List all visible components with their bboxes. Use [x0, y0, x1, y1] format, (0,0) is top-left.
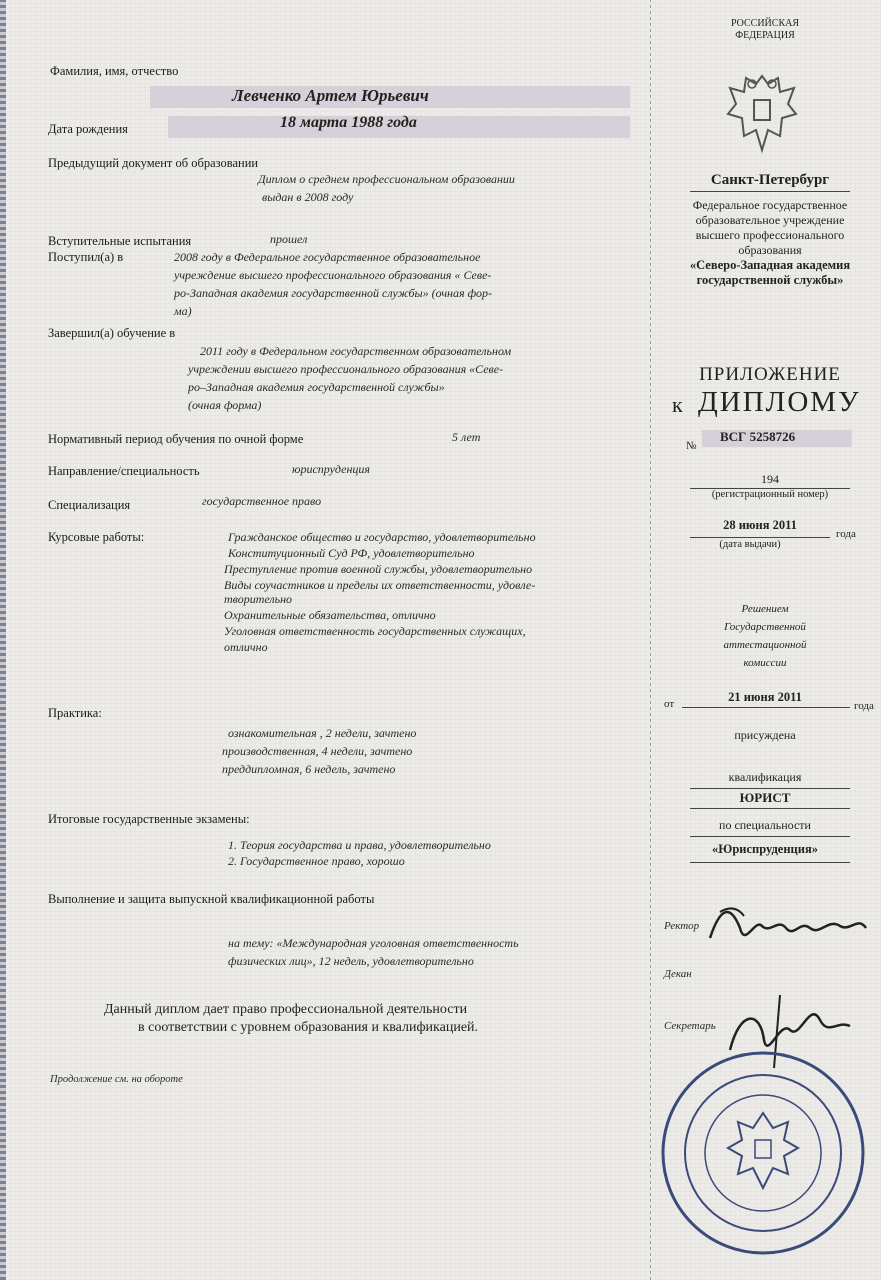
- practice-item: преддипломная, 6 недель, зачтено: [222, 762, 396, 776]
- reg-number: 194: [761, 472, 779, 486]
- specialty-label: по специальности: [719, 818, 811, 832]
- institution-line: высшего профессионального: [695, 228, 845, 242]
- enrolled-line1: 2008 году в Федеральное государственное образовательное: [174, 250, 481, 264]
- city: Санкт-Петербург: [710, 172, 830, 188]
- institution-block: [660, 198, 880, 288]
- prev-doc-label: Предыдущий документ об образовании: [48, 156, 259, 170]
- title-line1: ПРИЛОЖЕНИЕ: [699, 364, 841, 385]
- coursework-item: Гражданское общество и государство, удовлетворительно: [228, 530, 536, 544]
- scan-edge: [0, 0, 6, 1280]
- practice-item: производственная, 4 недели, зачтено: [222, 744, 413, 758]
- enrolled-line3: ро-Западная академия государственной службы» (очная фор-: [174, 286, 492, 300]
- decision-year-suffix: года: [854, 700, 874, 712]
- dob-label: Дата рождения: [48, 122, 128, 136]
- number-value: ВСГ 5258726: [720, 429, 796, 444]
- decision-block: [680, 600, 850, 672]
- rector-label: Ректор: [664, 920, 700, 932]
- period-label: Нормативный период обучения по очной форме: [48, 432, 304, 446]
- number-label: №: [686, 440, 697, 452]
- decision-line: Решением: [741, 603, 789, 615]
- exam-item: 2. Государственное право, хорошо: [228, 854, 405, 868]
- institution-name-line2: государственной службы»: [696, 273, 844, 287]
- coursework-item: Охранительные обязательства, отлично: [224, 608, 436, 622]
- coursework-label: Курсовые работы:: [48, 530, 145, 544]
- enrolled-line4: ма): [174, 304, 192, 318]
- institution-line: образовательное учреждение: [695, 213, 845, 227]
- dob-value: 18 марта 1988 года: [280, 114, 417, 131]
- exam-item: 1. Теория государства и права, удовлетворительно: [228, 838, 491, 852]
- entrance-value: прошел: [270, 232, 308, 246]
- thesis-label: Выполнение и защита выпускной квалификационной работы: [48, 892, 375, 906]
- decision-date-underline: [682, 707, 850, 708]
- institution-line: образования: [738, 243, 802, 257]
- decision-line: комиссии: [743, 657, 787, 669]
- country-line2: ФЕДЕРАЦИЯ: [735, 30, 795, 41]
- specialization-value: государственное право: [202, 494, 322, 508]
- practice-item: ознакомительная , 2 недели, зачтено: [228, 726, 417, 740]
- decision-line: аттестационной: [723, 639, 807, 651]
- coat-of-arms-emblem: [722, 70, 802, 156]
- finished-label: Завершил(а) обучение в: [48, 326, 176, 340]
- city-underline: [690, 191, 850, 192]
- prev-doc-line1: Диплом о среднем профессиональном образовании: [258, 172, 515, 186]
- specialty-underline: [690, 836, 850, 837]
- reg-number-label: (регистрационный номер): [711, 489, 829, 500]
- specialty-value-underline: [690, 862, 850, 863]
- institution-name-line1: «Северо-Западная академия: [689, 258, 851, 272]
- institution-line: Федеральное государственное: [692, 198, 848, 212]
- secretary-label: Секретарь: [664, 1020, 716, 1032]
- finished-line2: учреждении высшего профессионального образования «Севе-: [188, 362, 504, 376]
- qualification-value: ЮРИСТ: [739, 790, 791, 805]
- finished-line3: ро–Западная академия государственной службы»: [188, 380, 445, 394]
- thesis-line2: физических лиц», 12 недель, удовлетворительно: [228, 954, 474, 968]
- period-value: 5 лет: [452, 430, 481, 444]
- coursework-item: Виды соучастников и пределы их ответственности, удовле-: [224, 578, 536, 592]
- qualification-underline: [690, 788, 850, 789]
- decision-from: от: [664, 698, 675, 710]
- country-line1: РОССИЙСКАЯ: [730, 18, 800, 29]
- official-seal-stamp: [658, 1048, 868, 1258]
- continued-note: Продолжение см. на обороте: [50, 1074, 183, 1085]
- title-prefix: к: [672, 392, 683, 417]
- fio-label: Фамилия, имя, отчество: [50, 64, 179, 78]
- coursework-item: отлично: [224, 640, 268, 654]
- prev-doc-line2: выдан в 2008 году: [262, 190, 354, 204]
- exams-label: Итоговые государственные экзамены:: [48, 812, 250, 826]
- page-divider: [650, 0, 651, 1280]
- fio-value: Левченко Артем Юрьевич: [232, 86, 429, 105]
- coursework-item: Преступление против военной службы, удовлетворительно: [224, 562, 533, 576]
- entrance-label: Вступительные испытания: [48, 234, 192, 248]
- country-heading: [700, 18, 830, 42]
- coursework-item: творительно: [224, 592, 293, 606]
- rights-line2: в соответствии с уровнем образования и квалификацией.: [138, 1020, 479, 1035]
- issue-date-underline: [690, 537, 830, 538]
- decision-date: 21 июня 2011: [728, 690, 802, 704]
- coursework-item: Конституционный Суд РФ, удовлетворительно: [228, 546, 475, 560]
- dean-label: Декан: [664, 968, 692, 980]
- specialization-label: Специализация: [48, 498, 131, 512]
- decision-line: Государственной: [724, 621, 806, 633]
- finished-line4: (очная форма): [188, 398, 262, 412]
- rights-line1: Данный диплом дает право профессиональной деятельности: [104, 1002, 468, 1017]
- thesis-line1: на тему: «Международная уголовная ответственность: [228, 936, 519, 950]
- practice-label: Практика:: [48, 706, 102, 720]
- qualification-value-underline: [690, 808, 850, 809]
- finished-line1: 2011 году в Федеральном государственном образовательном: [200, 344, 512, 358]
- awarded: присуждена: [734, 728, 796, 742]
- direction-label: Направление/специальность: [48, 464, 200, 478]
- specialty-value: «Юриспруденция»: [712, 842, 818, 856]
- direction-value: юриспруденция: [292, 462, 370, 476]
- qualification-label: квалификация: [728, 770, 802, 784]
- rector-signature: [700, 898, 870, 958]
- issue-date: 28 июня 2011: [723, 518, 797, 532]
- enrolled-label: Поступил(а) в: [48, 250, 124, 264]
- issue-date-suffix: года: [836, 528, 856, 540]
- coursework-item: Уголовная ответственность государственных служащих,: [224, 624, 526, 638]
- title-line2: ДИПЛОМУ: [698, 386, 861, 418]
- issue-date-label: (дата выдачи): [719, 539, 781, 550]
- enrolled-line2: учреждение высшего профессионального образования « Севе-: [174, 268, 492, 282]
